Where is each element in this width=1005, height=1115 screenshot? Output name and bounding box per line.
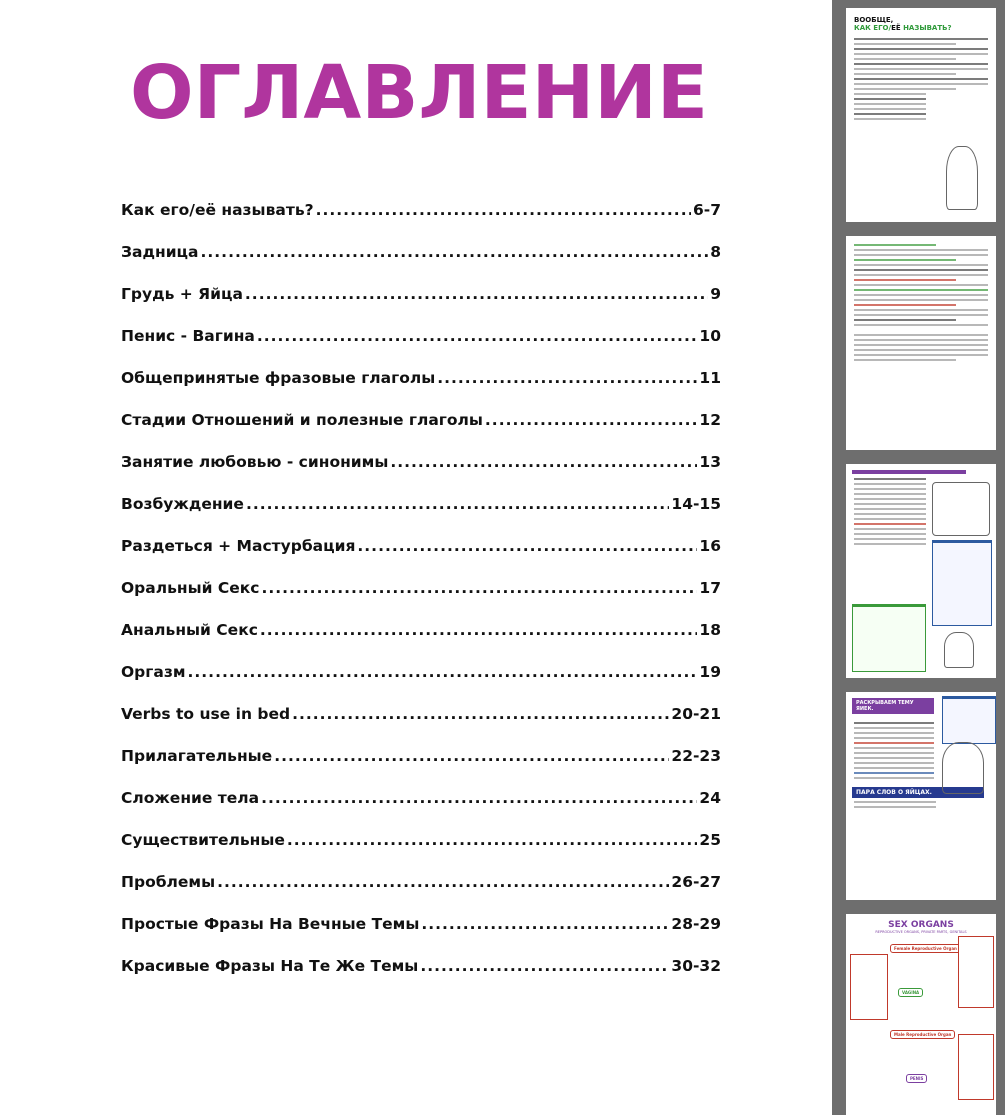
text-line	[854, 43, 956, 45]
text-line	[854, 103, 926, 105]
toc-entry-page: 26-27	[671, 873, 721, 891]
toc-entry[interactable]	[121, 915, 721, 957]
diagram-label: PENIS	[906, 1074, 927, 1083]
toc-entry-label: Пенис - Вагина	[121, 327, 255, 345]
text-line	[854, 244, 936, 246]
toc-entry-label: Сложение тела	[121, 789, 260, 807]
toc-entry-page: 10	[699, 327, 721, 345]
toc-entry-label: Грудь + Яйца	[121, 285, 243, 303]
text-line	[854, 78, 988, 80]
thumbnail-heading-part: НАЗЫВАТЬ?	[900, 24, 952, 32]
table-of-contents	[121, 201, 721, 999]
text-line	[854, 349, 988, 351]
toc-entry-page: 25	[699, 831, 721, 849]
text-line	[854, 757, 934, 759]
text-line	[854, 108, 926, 110]
text-line	[854, 249, 988, 251]
diagram-label: VAGINA	[898, 988, 923, 997]
toc-leader-dots	[420, 957, 669, 975]
text-line	[854, 334, 988, 336]
toc-entry-label: Оральный Секс	[121, 579, 260, 597]
toc-entry-page: 11	[699, 369, 721, 387]
toc-leader-dots	[245, 285, 708, 303]
text-line	[854, 269, 988, 271]
text-line	[854, 742, 934, 744]
toc-entry-label: Прилагательные	[121, 747, 273, 765]
text-line	[854, 354, 988, 356]
toc-entry-page: 6-7	[692, 201, 721, 219]
illustration-figure	[942, 742, 984, 794]
toc-entry[interactable]	[121, 369, 721, 411]
page-thumbnails-strip	[832, 0, 1005, 1115]
diagram-box	[958, 936, 994, 1008]
toc-entry-label: Занятие любовью - синонимы	[121, 453, 389, 471]
text-line	[854, 254, 988, 256]
text-line	[854, 68, 988, 70]
toc-leader-dots	[485, 411, 698, 429]
text-line	[854, 493, 926, 495]
toc-entry-page: 12	[699, 411, 721, 429]
thumbnail-band	[852, 470, 966, 474]
toc-leader-dots	[260, 621, 698, 639]
toc-entry[interactable]	[121, 747, 721, 789]
toc-leader-dots	[421, 915, 669, 933]
title-svg	[130, 50, 710, 130]
text-line	[854, 319, 956, 321]
toc-entry-page: 14-15	[671, 495, 721, 513]
sidebar-box-header	[933, 541, 991, 543]
toc-entry-label: Анальный Секс	[121, 621, 258, 639]
toc-leader-dots	[357, 537, 697, 555]
toc-entry[interactable]	[121, 831, 721, 873]
toc-entry-label: Задница	[121, 243, 199, 261]
text-line	[854, 314, 988, 316]
diagram-label: Female Reproductive Organ	[890, 944, 961, 953]
toc-entry-page: 24	[699, 789, 721, 807]
toc-entry-page: 8	[710, 243, 721, 261]
toc-leader-dots	[287, 831, 698, 849]
toc-entry-label: Простые Фразы На Вечные Темы	[121, 915, 420, 933]
page-thumbnail[interactable]	[846, 8, 996, 222]
text-line	[854, 48, 988, 50]
page-title	[130, 50, 710, 130]
text-line	[854, 38, 988, 40]
text-line	[854, 533, 926, 535]
text-line	[854, 498, 926, 500]
sidebar-box	[852, 604, 926, 672]
text-line	[854, 279, 956, 281]
toc-entry-label: Возбуждение	[121, 495, 244, 513]
sidebar-box	[942, 696, 996, 744]
title-text: ОГЛАВЛЕНИЕ	[130, 50, 708, 130]
text-line	[854, 727, 934, 729]
toc-entry[interactable]	[121, 789, 721, 831]
toc-leader-dots	[188, 663, 698, 681]
text-line	[854, 772, 934, 774]
text-line	[854, 732, 934, 734]
illustration-figure	[932, 482, 990, 536]
toc-entry-page: 30-32	[671, 957, 721, 975]
thumbnail-heading-part: ЕЁ	[891, 24, 901, 32]
toc-leader-dots	[274, 747, 669, 765]
text-line	[854, 513, 926, 515]
page-thumbnail[interactable]	[846, 692, 996, 900]
text-line	[854, 483, 926, 485]
thumbnail-band: РАСКРЫВАЕМ ТЕМУ ЯИЕК.	[852, 698, 934, 714]
toc-entry-page: 19	[699, 663, 721, 681]
text-line	[854, 274, 988, 276]
page-thumbnail[interactable]	[846, 236, 996, 450]
text-line	[854, 767, 934, 769]
text-line	[854, 518, 926, 520]
toc-entry[interactable]	[121, 243, 721, 285]
diagram-box	[850, 954, 888, 1020]
toc-entry[interactable]	[121, 411, 721, 453]
text-line	[854, 113, 926, 115]
text-line	[854, 299, 988, 301]
text-line	[854, 538, 926, 540]
thumbnail-band: ПАРА СЛОВ О ЯЙЦАХ.	[852, 787, 984, 798]
text-line	[854, 339, 988, 341]
text-line	[854, 344, 988, 346]
thumbnail-heading: SEX ORGANS	[888, 920, 954, 930]
toc-entry-label: Оргазм	[121, 663, 186, 681]
text-line	[854, 503, 926, 505]
toc-entry-page: 13	[699, 453, 721, 471]
toc-entry[interactable]	[121, 705, 721, 747]
text-line	[854, 777, 934, 779]
toc-leader-dots	[437, 369, 697, 387]
toc-leader-dots	[292, 705, 669, 723]
diagram-label: Male Reproductive Organ	[890, 1030, 955, 1039]
text-line	[854, 801, 936, 803]
toc-entry[interactable]	[121, 327, 721, 369]
text-line	[854, 294, 988, 296]
toc-leader-dots	[261, 579, 697, 597]
toc-entry[interactable]	[121, 285, 721, 327]
toc-entry-page: 17	[699, 579, 721, 597]
text-line	[854, 309, 988, 311]
toc-leader-dots	[201, 243, 709, 261]
sidebar-box	[932, 540, 992, 626]
toc-entry-label: Verbs to use in bed	[121, 705, 291, 723]
thumbnail-heading-part: КАК ЕГО/	[854, 24, 892, 32]
thumbnail-text-block	[846, 478, 926, 545]
text-line	[854, 359, 956, 361]
text-line	[854, 284, 988, 286]
text-line	[854, 737, 934, 739]
text-line	[854, 488, 926, 490]
text-line	[854, 98, 926, 100]
text-line	[854, 806, 936, 808]
diagram-box	[958, 1034, 994, 1100]
toc-entry-page: 18	[699, 621, 721, 639]
toc-entry-page: 22-23	[671, 747, 721, 765]
toc-entry[interactable]	[121, 453, 721, 495]
thumbnail-heading	[846, 8, 996, 32]
thumbnail-heading-line: ВООБЩЕ,	[854, 16, 894, 24]
toc-entry[interactable]	[121, 621, 721, 663]
toc-entry-label: Существительные	[121, 831, 285, 849]
text-line	[854, 324, 988, 326]
toc-entry-label: Как его/её называть?	[121, 201, 314, 219]
toc-entry-label: Стадии Отношений и полезные глаголы	[121, 411, 483, 429]
text-line	[854, 83, 988, 85]
toc-leader-dots	[316, 201, 691, 219]
text-line	[854, 53, 988, 55]
toc-entry-page: 20-21	[671, 705, 721, 723]
toc-entry[interactable]	[121, 201, 721, 243]
text-line	[854, 304, 956, 306]
illustration-figure	[944, 632, 974, 668]
text-line	[854, 264, 988, 266]
page-thumbnail[interactable]	[846, 464, 996, 678]
thumbnail-subheading: REPRODUCTIVE ORGANS, PRIVATE PARTS, GENITALS	[875, 930, 967, 934]
text-line	[854, 289, 988, 291]
toc-entry[interactable]	[121, 537, 721, 579]
text-line	[854, 528, 926, 530]
toc-entry-label: Проблемы	[121, 873, 216, 891]
toc-entry-page: 16	[699, 537, 721, 555]
text-line	[854, 58, 956, 60]
toc-entry[interactable]	[121, 579, 721, 621]
text-line	[854, 508, 926, 510]
thumbnail-text-block	[846, 722, 934, 779]
toc-entry-page: 28-29	[671, 915, 721, 933]
toc-entry-label: Общепринятые фразовые глаголы	[121, 369, 436, 387]
thumbnail-heading-line	[854, 24, 996, 32]
text-line	[854, 88, 956, 90]
thumbnail-text-block	[846, 38, 996, 120]
page-thumbnail[interactable]	[846, 914, 996, 1115]
text-line	[854, 478, 926, 480]
text-line	[854, 523, 926, 525]
text-line	[854, 722, 934, 724]
text-line	[854, 752, 934, 754]
toc-leader-dots	[261, 789, 697, 807]
toc-leader-dots	[257, 327, 698, 345]
text-line	[854, 63, 988, 65]
thumbnail-text-block	[846, 244, 996, 361]
toc-entry-label: Раздеться + Мастурбация	[121, 537, 356, 555]
text-line	[854, 118, 926, 120]
toc-leader-dots	[390, 453, 697, 471]
toc-leader-dots	[217, 873, 669, 891]
sidebar-box-header	[853, 605, 925, 607]
text-line	[854, 543, 926, 545]
text-line	[854, 747, 934, 749]
text-line	[854, 762, 934, 764]
toc-entry[interactable]	[121, 495, 721, 537]
illustration-figure	[946, 146, 978, 210]
text-line	[854, 259, 956, 261]
toc-entry[interactable]	[121, 873, 721, 915]
sidebar-box-header	[943, 697, 995, 699]
toc-leader-dots	[246, 495, 669, 513]
toc-entry[interactable]	[121, 663, 721, 705]
text-line	[854, 93, 926, 95]
toc-entry-label: Красивые Фразы На Те Же Темы	[121, 957, 419, 975]
text-line	[854, 73, 956, 75]
toc-entry[interactable]	[121, 957, 721, 999]
toc-entry-page: 9	[710, 285, 721, 303]
